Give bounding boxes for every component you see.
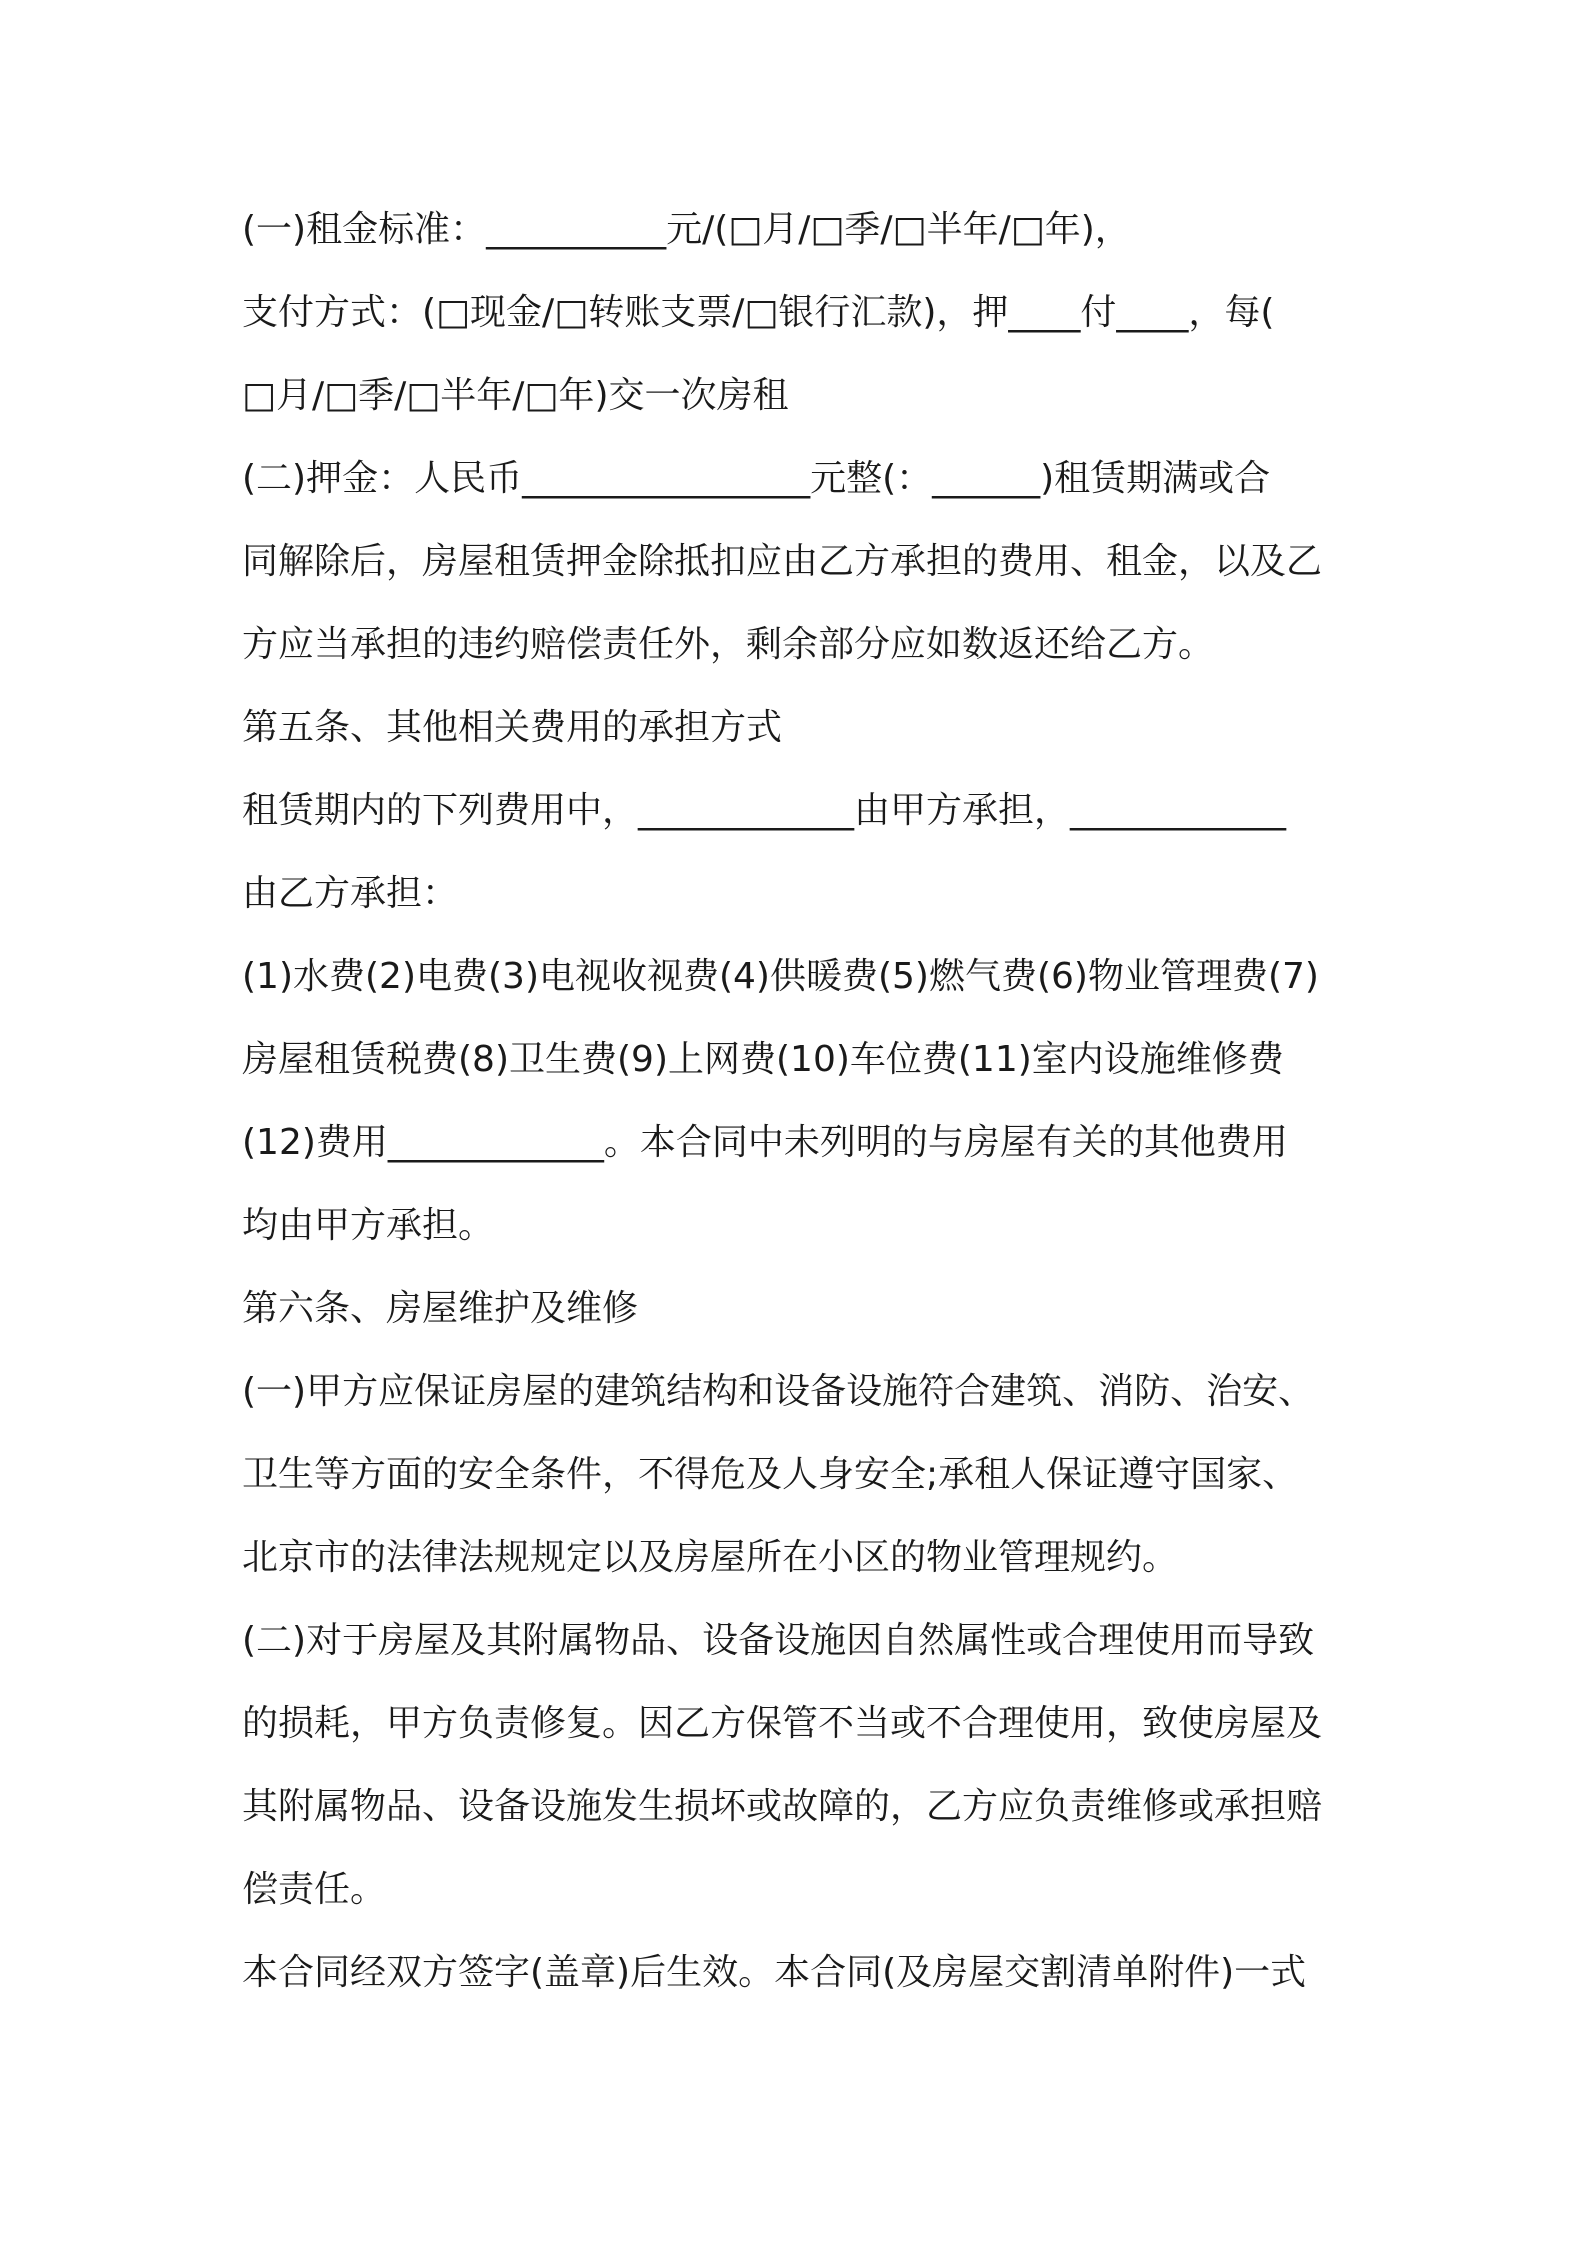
fee-items-line-3: (12)费用____________。本合同中未列明的与房屋有关的其他费用 <box>242 1122 1288 1163</box>
maintenance-clause-2-line-2: 的损耗，甲方负责修复。因乙方保管不当或不合理使用，致使房屋及 <box>242 1703 1323 1744</box>
maintenance-clause-2-line-1: (二)对于房屋及其附属物品、设备设施因自然属性或合理使用而导致 <box>242 1620 1315 1661</box>
article-6-heading: 第六条、房屋维护及维修 <box>242 1288 639 1329</box>
deposit-continued-line: 同解除后，房屋租赁押金除抵扣应由乙方承担的费用、租金，以及乙 <box>242 541 1323 582</box>
effectiveness-line: 本合同经双方签字(盖章)后生效。本合同(及房屋交割清单附件)一式 <box>242 1952 1307 1993</box>
fee-items-line-4: 均由甲方承担。 <box>242 1205 495 1246</box>
maintenance-clause-2-line-3: 其附属物品、设备设施发生损坏或故障的，乙方应负责维修或承担赔 <box>242 1786 1323 1827</box>
fee-items-line-2: 房屋租赁税费(8)卫生费(9)上网费(10)车位费(11)室内设施维修费 <box>242 1039 1284 1080</box>
maintenance-clause-2-line-4: 偿责任。 <box>242 1869 387 1910</box>
payment-period-line: □月/□季/□半年/□年)交一次房租 <box>242 375 789 416</box>
maintenance-clause-1-line-1: (一)甲方应保证房屋的建筑结构和设备设施符合建筑、消防、治安、 <box>242 1371 1315 1412</box>
rent-standard-line: (一)租金标准：__________元/(□月/□季/□半年/□年)， <box>242 209 1131 250</box>
fee-items-line-1: (1)水费(2)电费(3)电视收视费(4)供暖费(5)燃气费(6)物业管理费(7) <box>242 956 1319 997</box>
fees-allocation-line: 租赁期内的下列费用中，____________由甲方承担，____________ <box>242 790 1287 831</box>
maintenance-clause-1-line-2: 卫生等方面的安全条件，不得危及人身安全;承租人保证遵守国家、 <box>242 1454 1299 1495</box>
deposit-line: (二)押金：人民币________________元整(：______)租赁期满或合 <box>242 458 1271 499</box>
payment-method-line: 支付方式：(□现金/□转账支票/□银行汇款)，押____付____，每( <box>242 292 1275 333</box>
document-body <box>242 198 1352 2024</box>
fees-allocation-continued-line: 由乙方承担： <box>242 873 459 914</box>
deposit-return-line: 方应当承担的违约赔偿责任外，剩余部分应如数返还给乙方。 <box>242 624 1215 665</box>
article-5-heading: 第五条、其他相关费用的承担方式 <box>242 707 783 748</box>
maintenance-clause-1-line-3: 北京市的法律法规规定以及房屋所在小区的物业管理规约。 <box>242 1537 1179 1578</box>
